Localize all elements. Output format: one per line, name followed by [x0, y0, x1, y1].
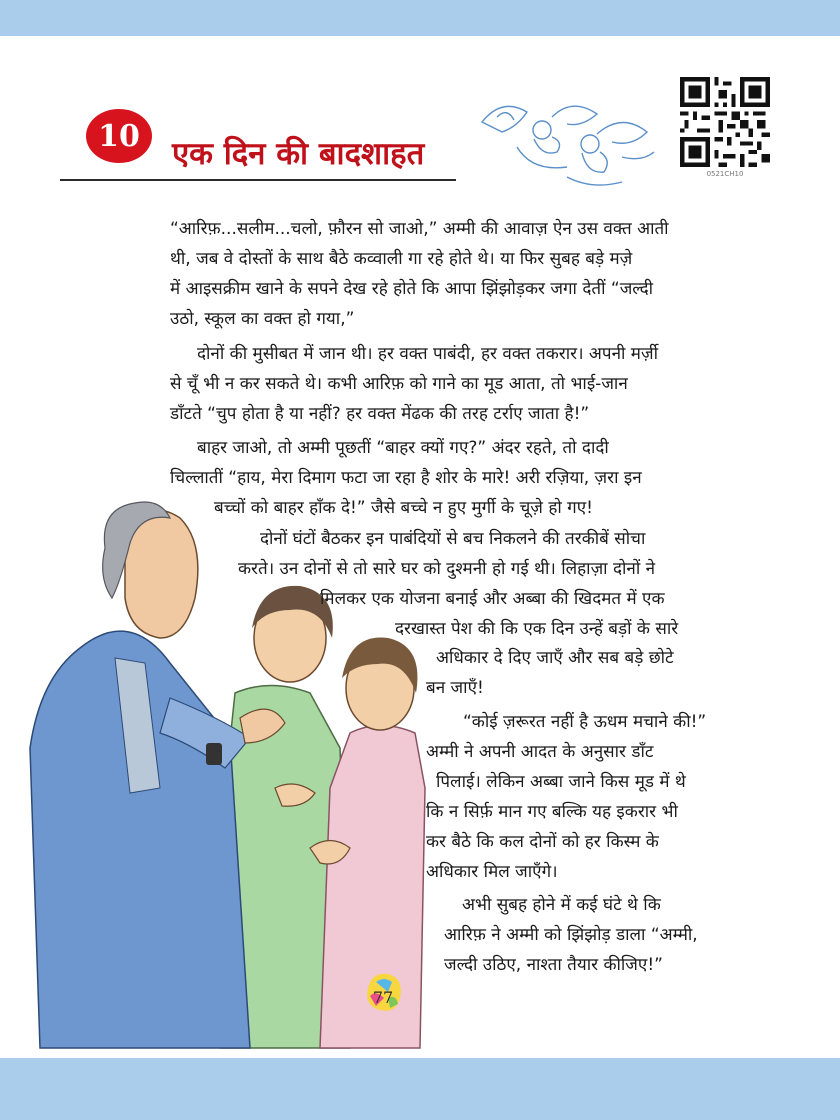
body-line: बाहर जाओ, तो अम्मी पूछतीं “बाहर क्यों गए?” अंदर रहते, तो दादी	[197, 438, 609, 458]
body-line: आरिफ़ ने अम्मी को झिंझोड़ डाला “अम्मी,	[444, 925, 698, 945]
body-line: चिल्लातीं “हाय, मेरा दिमाग फटा जा रहा है शोर के मारे! अरी रज़िया, ज़रा इन	[170, 468, 642, 488]
body-line: उठो, स्कूल का वक्त हो गया,”	[170, 309, 355, 329]
body-line: अधिकार दे दिए जाएँ और सब बड़े छोटे	[436, 648, 674, 668]
body-line: अम्मी ने अपनी आदत के अनुसार डाँट	[426, 742, 654, 762]
chapter-number: 10	[98, 118, 140, 154]
body-line: पिलाई। लेकिन अब्बा जाने किस मूड में थे	[436, 772, 686, 792]
body-line: मिलकर एक योजना बनाई और अब्बा की खिदमत में एक	[320, 589, 665, 609]
body-line: करते। उन दोनों से तो सारे घर को दुश्मनी हो गई थी। लिहाज़ा दोनों ने	[238, 559, 656, 579]
body-line: दोनों की मुसीबत में जान थी। हर वक्त पाबंदी, हर वक्त तकरार। अपनी मर्ज़ी	[197, 344, 658, 364]
body-line: जल्दी उठिए, नाश्ता तैयार कीजिए!”	[444, 955, 663, 975]
body-line: “आरिफ़...सलीम...चलो, फ़ौरन सो जाओ,” अम्मी की आवाज़ ऐन उस वक्त आती	[170, 219, 669, 239]
flying-angels-illustration	[472, 92, 662, 192]
body-line: दोनों घंटों बैठकर इन पाबंदियों से बच निकलने की तरकीबें सोचा	[260, 529, 646, 549]
body-line: बच्चों को बाहर हाँक दे!” जैसे बच्चे न हुए मुर्गी के चूज़े हो गए!	[214, 498, 593, 518]
body-line: कर बैठे कि कल दोनों को हर किस्म के	[426, 832, 659, 852]
body-line: “कोई ज़रूरत नहीं है ऊधम मचाने की!”	[463, 712, 707, 732]
qr-code-icon	[680, 77, 770, 167]
body-line: कि न सिर्फ़ मान गए बल्कि यह इकरार भी	[426, 802, 678, 822]
body-line: अभी सुबह होने में कई घंटे थे कि	[462, 895, 661, 915]
body-line: में आइसक्रीम खाने के सपने देख रहे होते कि आपा झिंझोड़कर जगा देतीं “जल्दी	[170, 279, 654, 299]
body-line: से चूँ भी न कर सकते थे। कभी आरिफ़ को गाने का मूड आता, तो भाई-जान	[170, 374, 628, 394]
body-line: डाँटते “चुप होता है या नहीं? हर वक्त मेंढक की तरह टर्राए जाता है!”	[170, 404, 590, 424]
body-line: थी, जब वे दोस्तों के साथ बैठे कव्वाली गा रहे होते थे। या फिर सुबह बड़े मज़े	[170, 249, 633, 269]
body-line: अधिकार मिल जाएँगे।	[426, 862, 558, 882]
bottom-color-band	[0, 1058, 840, 1120]
chapter-title: एक दिन की बादशाहत	[172, 136, 425, 172]
body-line: बन जाएँ!	[426, 678, 484, 698]
qr-code-label: 0521CH10	[706, 170, 744, 178]
body-line: दरखास्त पेश की कि एक दिन उन्हें बड़ों के सारे	[395, 619, 679, 639]
page-number: 77	[372, 987, 394, 1007]
top-color-band	[0, 0, 840, 36]
title-underline	[60, 179, 456, 181]
